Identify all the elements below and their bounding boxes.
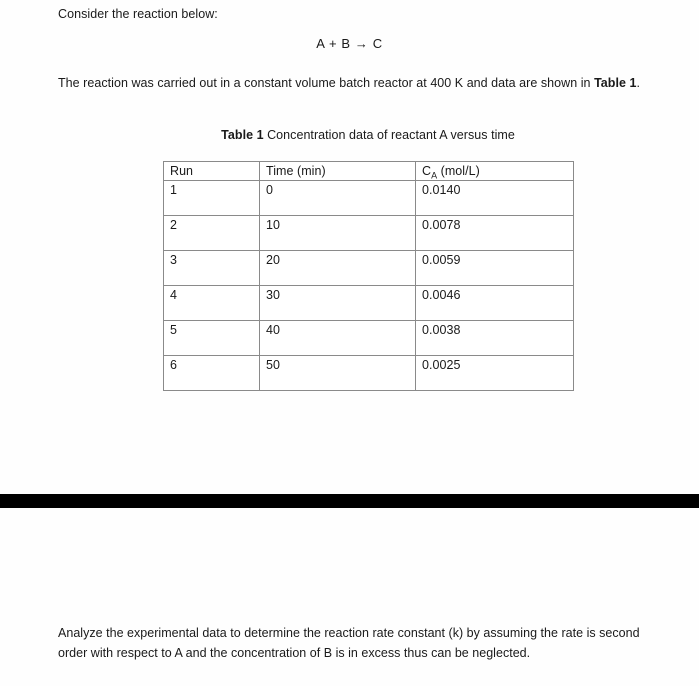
table-caption xyxy=(163,127,573,144)
cell-time: 30 xyxy=(260,286,416,321)
cell-run: 3 xyxy=(164,251,260,286)
cell-time: 50 xyxy=(260,356,416,391)
table-header-row xyxy=(164,162,574,181)
intro-paragraph xyxy=(58,74,643,93)
table-row xyxy=(164,286,574,321)
intro-paragraph-table-reference: Table 1 xyxy=(594,76,637,90)
table-row xyxy=(164,321,574,356)
cell-run: 6 xyxy=(164,356,260,391)
cell-time: 40 xyxy=(260,321,416,356)
column-header-run: Run xyxy=(164,162,260,181)
table-row xyxy=(164,356,574,391)
task-paragraph: Analyze the experimental data to determine the reaction rate constant (k) by assuming the rate is second order with respect to A and the concentration of B is in excess thus can be neglected. xyxy=(58,626,640,660)
ca-symbol: C xyxy=(422,164,432,178)
cell-time: 20 xyxy=(260,251,416,286)
cell-run: 1 xyxy=(164,181,260,216)
cell-time: 0 xyxy=(260,181,416,216)
intro-paragraph-text-before: The reaction was carried out in a constant volume batch reactor at 400 K and data are shown in xyxy=(58,76,595,90)
intro-paragraph-text-after: . xyxy=(636,76,641,90)
table-row xyxy=(164,181,574,216)
reaction-equation: A + B → C xyxy=(316,36,383,51)
cell-run: 4 xyxy=(164,286,260,321)
concentration-data-table xyxy=(163,161,574,391)
column-header-concentration xyxy=(416,162,574,181)
redaction-bar xyxy=(0,494,699,508)
cell-concentration: 0.0078 xyxy=(416,216,574,251)
cell-run: 2 xyxy=(164,216,260,251)
cell-time: 10 xyxy=(260,216,416,251)
cell-concentration: 0.0038 xyxy=(416,321,574,356)
table-caption-label: Table 1 xyxy=(221,128,264,142)
table-row xyxy=(164,251,574,286)
cell-concentration: 0.0140 xyxy=(416,181,574,216)
cell-concentration: 0.0046 xyxy=(416,286,574,321)
intro-line: Consider the reaction below: xyxy=(58,7,218,21)
table-caption-description: Concentration data of reactant A versus time xyxy=(263,128,515,142)
cell-run: 5 xyxy=(164,321,260,356)
cell-concentration: 0.0025 xyxy=(416,356,574,391)
column-header-time: Time (min) xyxy=(260,162,416,181)
ca-subscript: A xyxy=(431,170,438,181)
cell-concentration: 0.0059 xyxy=(416,251,574,286)
table-row xyxy=(164,216,574,251)
ca-units: (mol/L) xyxy=(437,164,480,178)
